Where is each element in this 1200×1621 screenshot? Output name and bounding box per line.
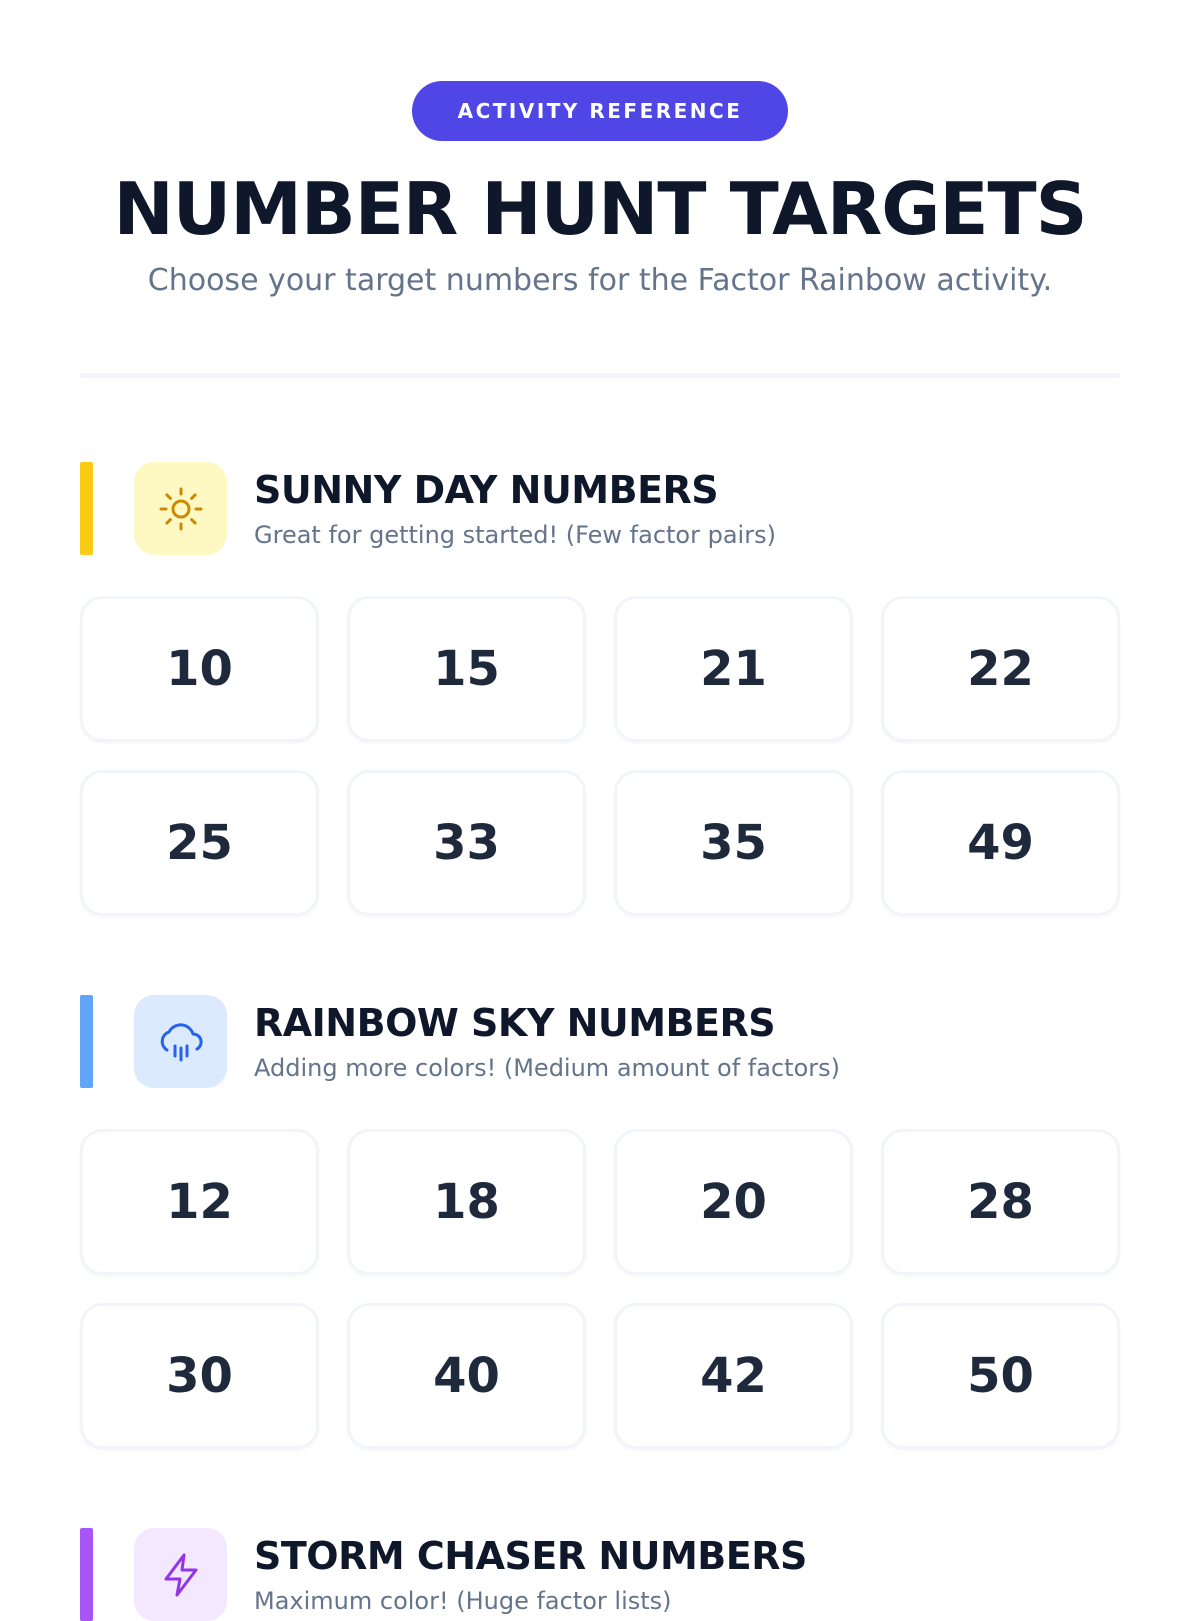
number-card[interactable]: 15 [347, 596, 586, 742]
section-rainbow-sky [80, 995, 1120, 1449]
section-description: Maximum color! (Huge factor lists) [254, 1587, 672, 1615]
accent-bar-blue [80, 995, 93, 1088]
section-title: SUNNY DAY NUMBERS [254, 468, 719, 512]
number-card[interactable]: 25 [80, 770, 319, 916]
number-card[interactable]: 30 [80, 1303, 319, 1449]
number-grid [80, 1129, 1120, 1449]
number-card[interactable]: 21 [614, 596, 853, 742]
cloud-rain-icon-container [134, 995, 227, 1088]
number-card[interactable]: 22 [881, 596, 1120, 742]
section-header [80, 1528, 1120, 1621]
sun-icon [157, 485, 205, 533]
sun-icon-container [134, 462, 227, 555]
section-title: RAINBOW SKY NUMBERS [254, 1001, 776, 1045]
lightning-icon [156, 1550, 206, 1600]
number-card[interactable]: 10 [80, 596, 319, 742]
divider [80, 373, 1120, 378]
number-grid [80, 596, 1120, 916]
activity-badge: ACTIVITY REFERENCE [412, 81, 788, 141]
number-card[interactable]: 18 [347, 1129, 586, 1275]
section-title: STORM CHASER NUMBERS [254, 1534, 807, 1578]
lightning-icon-container [134, 1528, 227, 1621]
header [80, 0, 1120, 378]
section-description: Great for getting started! (Few factor pairs) [254, 521, 776, 549]
number-card[interactable]: 33 [347, 770, 586, 916]
number-card[interactable]: 49 [881, 770, 1120, 916]
section-header [80, 995, 1120, 1088]
cloud-rain-icon [155, 1016, 207, 1068]
number-card[interactable]: 35 [614, 770, 853, 916]
section-storm-chaser [80, 1528, 1120, 1621]
number-card[interactable]: 28 [881, 1129, 1120, 1275]
page-subtitle: Choose your target numbers for the Factor Rainbow activity. [147, 263, 1053, 298]
section-sunny-day [80, 462, 1120, 916]
section-header [80, 462, 1120, 555]
number-card[interactable]: 20 [614, 1129, 853, 1275]
number-card[interactable]: 50 [881, 1303, 1120, 1449]
number-card[interactable]: 42 [614, 1303, 853, 1449]
number-card[interactable]: 12 [80, 1129, 319, 1275]
section-description: Adding more colors! (Medium amount of factors) [254, 1054, 840, 1082]
number-card[interactable]: 40 [347, 1303, 586, 1449]
accent-bar-yellow [80, 462, 93, 555]
accent-bar-purple [80, 1528, 93, 1621]
page-title: NUMBER HUNT TARGETS [113, 167, 1087, 251]
